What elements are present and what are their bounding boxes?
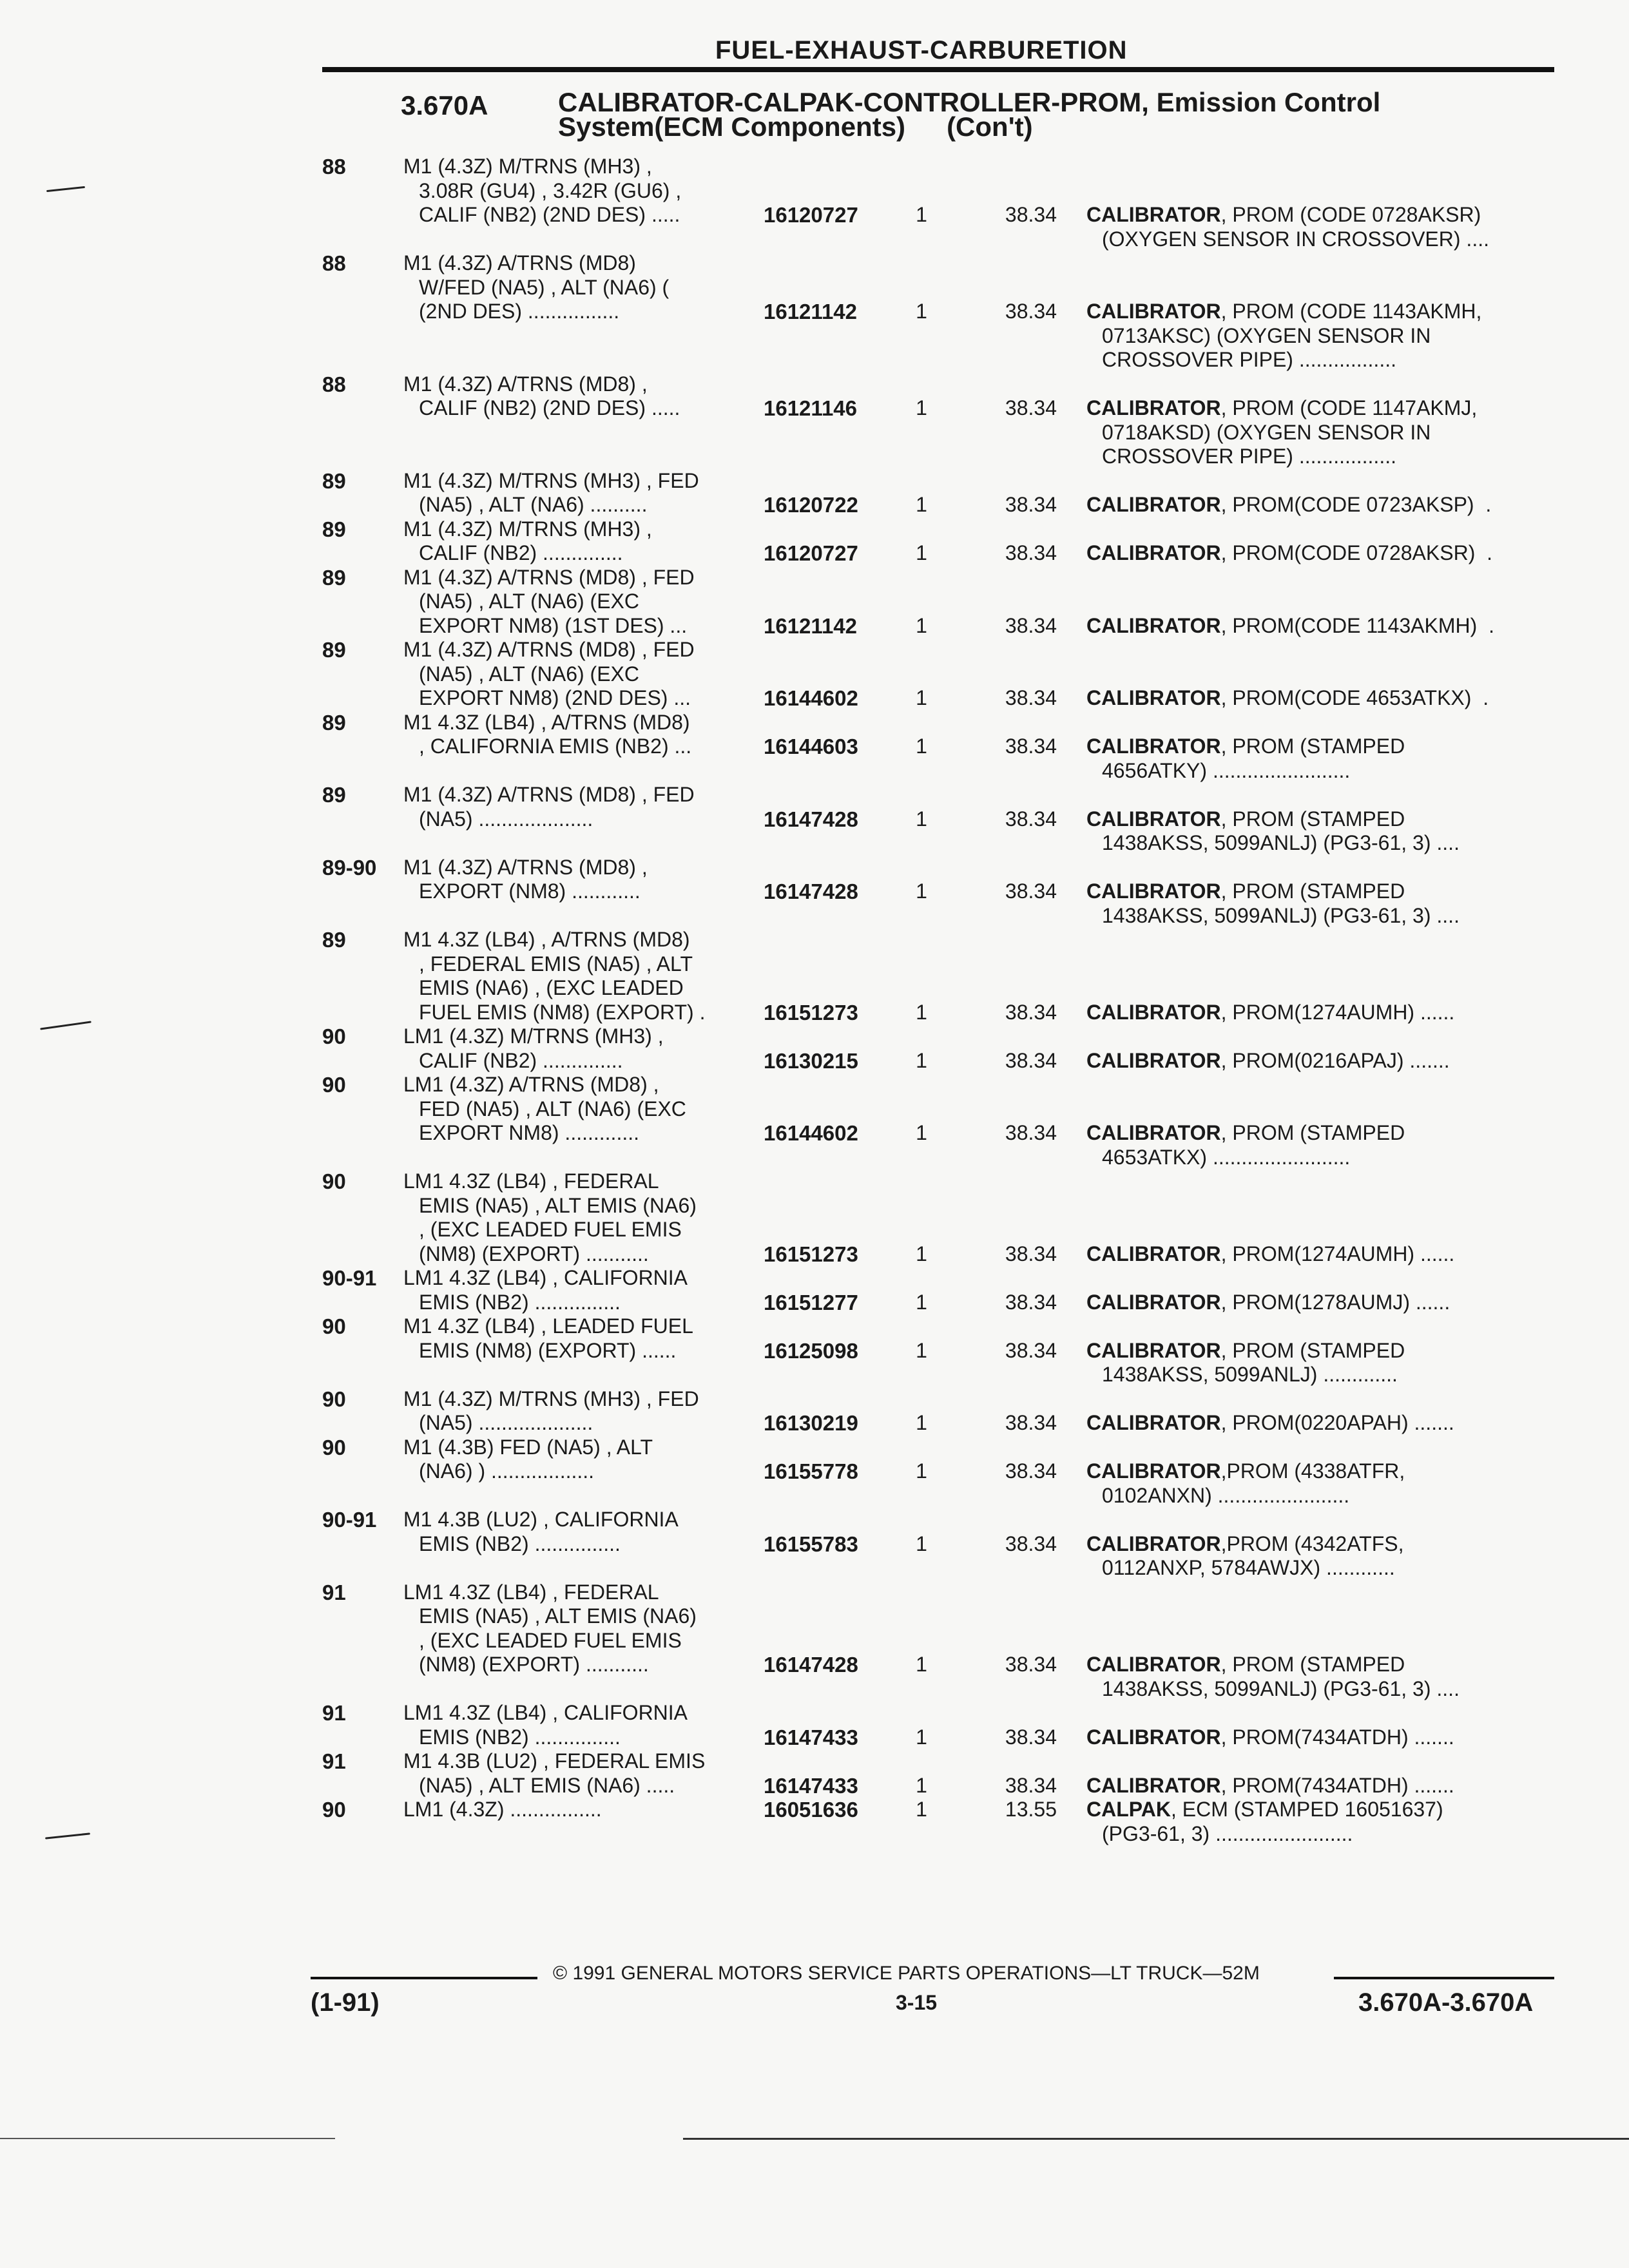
margin-mark bbox=[46, 186, 85, 192]
model-year: 90 bbox=[322, 1387, 346, 1411]
part-type: CALIBRATOR bbox=[1086, 1653, 1221, 1676]
part-type: CALIBRATOR bbox=[1086, 1532, 1221, 1555]
part-number: 16147428 bbox=[764, 879, 858, 903]
part-type: CALIBRATOR bbox=[1086, 1411, 1221, 1434]
part-type: CALIBRATOR bbox=[1086, 1725, 1221, 1749]
part-number: 16051636 bbox=[764, 1798, 858, 1821]
part-number: 16144602 bbox=[764, 1121, 858, 1145]
part-detail: , PROM(CODE 0723AKSP) . bbox=[1220, 493, 1492, 516]
description-line: EMIS (NA6) , (EXC LEADED bbox=[419, 976, 684, 999]
model-year: 89 bbox=[322, 565, 346, 590]
part-number: 16120727 bbox=[764, 541, 858, 565]
part-type: CALIBRATOR bbox=[1086, 686, 1221, 709]
part-name-line bbox=[1086, 1774, 1557, 1798]
part-type: CALIBRATOR bbox=[1086, 1000, 1221, 1024]
quantity: 1 bbox=[916, 396, 927, 419]
application-description bbox=[403, 1798, 764, 1822]
part-type: CALIBRATOR bbox=[1086, 1338, 1221, 1362]
part-detail: , PROM(CODE 0728AKSR) . bbox=[1220, 541, 1493, 564]
application-description bbox=[403, 1701, 764, 1749]
application-description bbox=[403, 1314, 764, 1363]
part-name bbox=[1086, 1459, 1557, 1508]
description-line: M1 4.3B (LU2) , FEDERAL EMIS bbox=[403, 1749, 706, 1773]
part-number: 16121142 bbox=[764, 613, 858, 638]
price: 38.34 bbox=[1005, 1000, 1057, 1024]
part-name bbox=[1086, 686, 1557, 711]
description-line: (NA5) , ALT (NA6) (EXC bbox=[419, 662, 639, 686]
quantity: 1 bbox=[916, 1048, 927, 1072]
price: 38.34 bbox=[1005, 1773, 1057, 1797]
model-year: 90 bbox=[322, 1798, 346, 1821]
part-number: 16120727 bbox=[764, 203, 858, 227]
part-name bbox=[1086, 1411, 1557, 1436]
part-name-line bbox=[1086, 614, 1557, 639]
description-line: LM1 (4.3Z) ................ bbox=[403, 1798, 602, 1821]
model-year: 90 bbox=[322, 1024, 346, 1048]
application-description bbox=[403, 155, 764, 227]
quantity: 1 bbox=[916, 203, 927, 226]
part-detail: , PROM (STAMPED bbox=[1220, 1338, 1405, 1362]
part-type: CALIBRATOR bbox=[1086, 879, 1221, 903]
footer-date: (1-91) bbox=[311, 1988, 380, 2017]
description-line: (NA5) , ALT (NA6) .......... bbox=[419, 493, 648, 516]
part-name-line: CROSSOVER PIPE) ................. bbox=[1102, 445, 1396, 468]
quantity: 1 bbox=[916, 1242, 927, 1265]
section-title-line2: System(ECM Components) bbox=[558, 111, 906, 142]
model-year: 90 bbox=[322, 1314, 346, 1338]
part-type: CALIBRATOR bbox=[1086, 396, 1221, 419]
header-rule bbox=[322, 67, 1554, 72]
part-type: CALIBRATOR bbox=[1086, 807, 1221, 831]
model-year: 91 bbox=[322, 1749, 346, 1773]
margin-mark bbox=[45, 1832, 90, 1839]
description-line: M1 4.3Z (LB4) , A/TRNS (MD8) bbox=[403, 710, 690, 734]
quantity: 1 bbox=[916, 1725, 927, 1749]
part-name-line: 1438AKSS, 5099ANLJ) (PG3-61, 3) .... bbox=[1102, 903, 1460, 927]
part-name-line: (PG3-61, 3) ........................ bbox=[1102, 1821, 1353, 1845]
page-header-title: FUEL-EXHAUST-CARBURETION bbox=[715, 36, 1128, 64]
part-detail: , PROM(7434ATDH) ....... bbox=[1220, 1725, 1454, 1749]
part-name bbox=[1086, 300, 1557, 372]
application-description bbox=[403, 1266, 764, 1314]
quantity: 1 bbox=[916, 1773, 927, 1797]
model-year: 89 bbox=[322, 783, 346, 807]
application-description bbox=[403, 711, 764, 759]
description-line: (NA6) ) .................. bbox=[419, 1459, 595, 1483]
part-number: 16155778 bbox=[764, 1459, 858, 1483]
part-name-line bbox=[1086, 1798, 1557, 1822]
part-number: 16130219 bbox=[764, 1411, 858, 1435]
description-line: LM1 4.3Z (LB4) , FEDERAL bbox=[403, 1169, 659, 1193]
price: 38.34 bbox=[1005, 1411, 1057, 1434]
part-name-line: 0713AKSC) (OXYGEN SENSOR IN bbox=[1102, 323, 1431, 347]
part-type: CALIBRATOR bbox=[1086, 735, 1221, 758]
description-line: EXPORT NM8) (1ST DES) ... bbox=[419, 613, 688, 637]
quantity: 1 bbox=[916, 686, 927, 709]
part-name-line bbox=[1086, 1049, 1557, 1073]
description-line: M1 (4.3Z) A/TRNS (MD8) , FED bbox=[403, 638, 695, 661]
part-number: 16155783 bbox=[764, 1532, 858, 1556]
footer-rule-right bbox=[1334, 1977, 1554, 1979]
price: 38.34 bbox=[1005, 879, 1057, 903]
part-name bbox=[1086, 1774, 1557, 1798]
part-detail: , PROM(1278AUMJ) ...... bbox=[1220, 1290, 1451, 1314]
application-description bbox=[403, 1436, 764, 1484]
footer-rule-left bbox=[311, 1977, 537, 1979]
part-name bbox=[1086, 541, 1557, 566]
part-name-line bbox=[1086, 1001, 1557, 1025]
price: 38.34 bbox=[1005, 807, 1057, 831]
section-cont: (Con't) bbox=[947, 111, 1033, 142]
description-line: M1 4.3Z (LB4) , A/TRNS (MD8) bbox=[403, 928, 690, 951]
price: 38.34 bbox=[1005, 1653, 1057, 1676]
part-name-line bbox=[1086, 1291, 1557, 1315]
quantity: 1 bbox=[916, 1798, 927, 1821]
description-line: FED (NA5) , ALT (NA6) (EXC bbox=[419, 1097, 686, 1120]
description-line: (NM8) (EXPORT) ........... bbox=[419, 1242, 649, 1265]
part-detail: , PROM(1274AUMH) ...... bbox=[1220, 1242, 1455, 1265]
part-type: CALIBRATOR bbox=[1086, 493, 1221, 516]
quantity: 1 bbox=[916, 1653, 927, 1676]
section-title-line1: CALIBRATOR-CALPAK-CONTROLLER-PROM, Emission Control bbox=[558, 87, 1381, 117]
margin-mark bbox=[40, 1021, 92, 1030]
part-name bbox=[1086, 1242, 1557, 1267]
part-number: 16147433 bbox=[764, 1725, 858, 1749]
price: 38.34 bbox=[1005, 203, 1057, 226]
part-detail: , PROM (CODE 1143AKMH, bbox=[1220, 300, 1482, 323]
part-name-line bbox=[1086, 396, 1557, 421]
description-line: M1 (4.3B) FED (NA5) , ALT bbox=[403, 1435, 653, 1459]
quantity: 1 bbox=[916, 735, 927, 758]
price: 38.34 bbox=[1005, 686, 1057, 709]
model-year: 88 bbox=[322, 251, 346, 275]
description-line: (NM8) (EXPORT) ........... bbox=[419, 1653, 649, 1676]
part-detail: , PROM (CODE 0728AKSR) bbox=[1220, 203, 1481, 226]
application-description bbox=[403, 1508, 764, 1556]
part-number: 16120722 bbox=[764, 493, 858, 517]
part-detail: , PROM(1274AUMH) ...... bbox=[1220, 1000, 1455, 1024]
application-description bbox=[403, 928, 764, 1024]
price: 38.34 bbox=[1005, 1290, 1057, 1314]
part-name-line: 0718AKSD) (OXYGEN SENSOR IN bbox=[1102, 420, 1431, 444]
application-description bbox=[403, 372, 764, 421]
part-detail: , PROM(0216APAJ) ....... bbox=[1220, 1048, 1450, 1072]
description-line: CALIF (NB2) .............. bbox=[419, 1048, 623, 1072]
description-line: CALIF (NB2) (2ND DES) ..... bbox=[419, 203, 680, 226]
application-description bbox=[403, 469, 764, 517]
description-line: , (EXC LEADED FUEL EMIS bbox=[419, 1218, 682, 1241]
part-name-line bbox=[1086, 493, 1557, 517]
application-description bbox=[403, 1024, 764, 1073]
part-name-line: 4656ATKY) ........................ bbox=[1102, 758, 1351, 782]
application-description bbox=[403, 1387, 764, 1436]
model-year: 89 bbox=[322, 928, 346, 952]
part-number: 16147433 bbox=[764, 1773, 858, 1798]
description-line: M1 (4.3Z) A/TRNS (MD8) , FED bbox=[403, 565, 695, 589]
description-line: EXPORT NM8) (2ND DES) ... bbox=[419, 686, 691, 709]
part-name bbox=[1086, 1532, 1557, 1581]
part-name-line bbox=[1086, 1532, 1557, 1557]
description-line: (2ND DES) ................ bbox=[419, 300, 620, 323]
description-line: EXPORT (NM8) ............ bbox=[419, 879, 641, 903]
quantity: 1 bbox=[916, 1459, 927, 1483]
model-year: 88 bbox=[322, 372, 346, 396]
description-line: M1 (4.3Z) A/TRNS (MD8) bbox=[403, 251, 636, 274]
part-number: 16125098 bbox=[764, 1338, 858, 1363]
part-name bbox=[1086, 203, 1557, 251]
description-line: W/FED (NA5) , ALT (NA6) ( bbox=[419, 275, 670, 299]
part-detail: , PROM (STAMPED bbox=[1220, 1653, 1405, 1676]
application-description bbox=[403, 638, 764, 711]
part-name-line bbox=[1086, 203, 1557, 227]
model-year: 89-90 bbox=[322, 855, 377, 879]
part-number: 16121142 bbox=[764, 300, 858, 323]
description-line: M1 (4.3Z) M/TRNS (MH3) , bbox=[403, 517, 652, 541]
part-number: 16151273 bbox=[764, 1242, 858, 1266]
description-line: M1 (4.3Z) A/TRNS (MD8) , bbox=[403, 855, 648, 879]
description-line: FUEL EMIS (NM8) (EXPORT) . bbox=[419, 1000, 706, 1024]
part-name-line bbox=[1086, 879, 1557, 904]
description-line: EMIS (NB2) ............... bbox=[419, 1290, 621, 1314]
part-detail: ,PROM (4342ATFS, bbox=[1220, 1532, 1404, 1555]
part-name-line: 0102ANXN) ....................... bbox=[1102, 1483, 1350, 1507]
model-year: 91 bbox=[322, 1701, 346, 1725]
part-number: 16130215 bbox=[764, 1048, 858, 1073]
description-line: (NA5) , ALT EMIS (NA6) ..... bbox=[419, 1773, 675, 1797]
part-name bbox=[1086, 807, 1557, 856]
price: 13.55 bbox=[1005, 1798, 1057, 1821]
quantity: 1 bbox=[916, 1532, 927, 1555]
description-line: (NA5) .................... bbox=[419, 1411, 593, 1434]
part-name-line: 1438AKSS, 5099ANLJ) ............. bbox=[1102, 1363, 1398, 1386]
part-detail: , PROM(CODE 1143AKMH) . bbox=[1220, 613, 1494, 637]
part-detail: ,PROM (4338ATFR, bbox=[1220, 1459, 1405, 1483]
part-type: CALIBRATOR bbox=[1086, 1773, 1221, 1797]
description-line: M1 (4.3Z) M/TRNS (MH3) , bbox=[403, 155, 652, 178]
footer-copyright: © 1991 GENERAL MOTORS SERVICE PARTS OPERATIONS—LT TRUCK—52M bbox=[553, 1963, 1260, 1984]
description-line: (NA5) , ALT (NA6) (EXC bbox=[419, 590, 639, 613]
price: 38.34 bbox=[1005, 396, 1057, 419]
part-name bbox=[1086, 879, 1557, 928]
part-type: CALIBRATOR bbox=[1086, 1242, 1221, 1265]
price: 38.34 bbox=[1005, 541, 1057, 564]
application-description bbox=[403, 566, 764, 639]
description-line: (NA5) .................... bbox=[419, 807, 593, 831]
part-name-line bbox=[1086, 1121, 1557, 1146]
model-year: 90 bbox=[322, 1073, 346, 1097]
description-line: , (EXC LEADED FUEL EMIS bbox=[419, 1628, 682, 1652]
quantity: 1 bbox=[916, 1290, 927, 1314]
model-year: 89 bbox=[322, 468, 346, 493]
part-name-line bbox=[1086, 1242, 1557, 1267]
part-type: CALIBRATOR bbox=[1086, 300, 1221, 323]
description-line: EMIS (NB2) ............... bbox=[419, 1725, 621, 1749]
application-description bbox=[403, 251, 764, 324]
description-line: M1 (4.3Z) A/TRNS (MD8) , bbox=[403, 372, 648, 396]
part-name bbox=[1086, 1121, 1557, 1169]
description-line: 3.08R (GU4) , 3.42R (GU6) , bbox=[419, 178, 682, 202]
part-type: CALIBRATOR bbox=[1086, 1048, 1221, 1072]
section-title bbox=[558, 87, 1525, 142]
part-number: 16147428 bbox=[764, 807, 858, 831]
part-name bbox=[1086, 735, 1557, 783]
quantity: 1 bbox=[916, 493, 927, 516]
part-name bbox=[1086, 1653, 1557, 1701]
part-name bbox=[1086, 1798, 1557, 1846]
footer-page-number: 3-15 bbox=[896, 1991, 938, 2014]
model-year: 90-91 bbox=[322, 1266, 377, 1290]
part-detail: , PROM (STAMPED bbox=[1220, 807, 1405, 831]
description-line: M1 (4.3Z) M/TRNS (MH3) , FED bbox=[403, 468, 699, 492]
price: 38.34 bbox=[1005, 1338, 1057, 1362]
part-type: CALIBRATOR bbox=[1086, 1290, 1221, 1314]
quantity: 1 bbox=[916, 1121, 927, 1144]
part-detail: , PROM (STAMPED bbox=[1220, 879, 1405, 903]
part-name-line: 1438AKSS, 5099ANLJ) (PG3-61, 3) .... bbox=[1102, 1677, 1460, 1700]
description-line: CALIF (NB2) .............. bbox=[419, 541, 623, 564]
model-year: 91 bbox=[322, 1580, 346, 1604]
part-name-line bbox=[1086, 1653, 1557, 1677]
part-number: 16121146 bbox=[764, 396, 858, 420]
part-name bbox=[1086, 396, 1557, 469]
price: 38.34 bbox=[1005, 613, 1057, 637]
price: 38.34 bbox=[1005, 1048, 1057, 1072]
part-type: CALIBRATOR bbox=[1086, 203, 1221, 226]
model-year: 89 bbox=[322, 517, 346, 541]
part-name-line bbox=[1086, 735, 1557, 759]
quantity: 1 bbox=[916, 1338, 927, 1362]
part-name bbox=[1086, 1001, 1557, 1025]
part-name-line: 4653ATKX) ........................ bbox=[1102, 1145, 1351, 1169]
description-line: LM1 (4.3Z) A/TRNS (MD8) , bbox=[403, 1073, 659, 1096]
price: 38.34 bbox=[1005, 1725, 1057, 1749]
price: 38.34 bbox=[1005, 1532, 1057, 1555]
quantity: 1 bbox=[916, 613, 927, 637]
part-number: 16144603 bbox=[764, 735, 858, 758]
model-year: 90 bbox=[322, 1435, 346, 1459]
part-type: CALPAK bbox=[1086, 1798, 1171, 1821]
part-name-line: 1438AKSS, 5099ANLJ) (PG3-61, 3) .... bbox=[1102, 831, 1460, 854]
price: 38.34 bbox=[1005, 735, 1057, 758]
part-number: 16147428 bbox=[764, 1653, 858, 1677]
description-line: M1 (4.3Z) A/TRNS (MD8) , FED bbox=[403, 783, 695, 806]
description-line: , CALIFORNIA EMIS (NB2) ... bbox=[419, 735, 692, 758]
description-line: M1 4.3Z (LB4) , LEADED FUEL bbox=[403, 1314, 693, 1338]
application-description bbox=[403, 783, 764, 831]
description-line: LM1 4.3Z (LB4) , CALIFORNIA bbox=[403, 1701, 688, 1724]
application-description bbox=[403, 856, 764, 904]
model-year: 89 bbox=[322, 710, 346, 735]
part-detail: , PROM (CODE 1147AKMJ, bbox=[1220, 396, 1478, 419]
part-detail: , PROM (STAMPED bbox=[1220, 735, 1405, 758]
part-name bbox=[1086, 493, 1557, 517]
price: 38.34 bbox=[1005, 493, 1057, 516]
quantity: 1 bbox=[916, 807, 927, 831]
description-line: EXPORT NM8) ............. bbox=[419, 1121, 639, 1144]
part-number: 16151273 bbox=[764, 1000, 858, 1024]
quantity: 1 bbox=[916, 541, 927, 564]
application-description bbox=[403, 1073, 764, 1146]
model-year: 89 bbox=[322, 638, 346, 662]
part-name bbox=[1086, 1725, 1557, 1750]
part-name-line bbox=[1086, 1459, 1557, 1484]
part-detail: , PROM (STAMPED bbox=[1220, 1121, 1405, 1144]
application-description bbox=[403, 1169, 764, 1266]
part-name-line bbox=[1086, 686, 1557, 711]
part-type: CALIBRATOR bbox=[1086, 541, 1221, 564]
part-name bbox=[1086, 1291, 1557, 1315]
footer-section-range: 3.670A-3.670A bbox=[1358, 1988, 1534, 2017]
part-name-line: CROSSOVER PIPE) ................. bbox=[1102, 348, 1396, 371]
part-type: CALIBRATOR bbox=[1086, 1459, 1221, 1483]
part-name-line bbox=[1086, 807, 1557, 832]
part-name bbox=[1086, 1339, 1557, 1387]
part-name bbox=[1086, 1049, 1557, 1073]
part-type: CALIBRATOR bbox=[1086, 1121, 1221, 1144]
description-line: M1 4.3B (LU2) , CALIFORNIA bbox=[403, 1508, 679, 1531]
part-detail: , PROM(7434ATDH) ....... bbox=[1220, 1773, 1454, 1797]
description-line: EMIS (NM8) (EXPORT) ...... bbox=[419, 1338, 677, 1362]
part-name-line bbox=[1086, 1725, 1557, 1750]
description-line: EMIS (NA5) , ALT EMIS (NA6) bbox=[419, 1193, 697, 1217]
price: 38.34 bbox=[1005, 1242, 1057, 1265]
model-year: 90 bbox=[322, 1169, 346, 1193]
quantity: 1 bbox=[916, 879, 927, 903]
description-line: LM1 4.3Z (LB4) , CALIFORNIA bbox=[403, 1266, 688, 1289]
part-detail: , PROM(CODE 4653ATKX) . bbox=[1220, 686, 1489, 709]
part-detail: , ECM (STAMPED 16051637) bbox=[1170, 1798, 1443, 1821]
quantity: 1 bbox=[916, 1000, 927, 1024]
description-line: CALIF (NB2) (2ND DES) ..... bbox=[419, 396, 680, 419]
quantity: 1 bbox=[916, 1411, 927, 1434]
section-number: 3.670A bbox=[401, 90, 488, 120]
part-name-line bbox=[1086, 1339, 1557, 1363]
part-detail: , PROM(0220APAH) ....... bbox=[1220, 1411, 1454, 1434]
description-line: M1 (4.3Z) M/TRNS (MH3) , FED bbox=[403, 1387, 699, 1410]
part-type: CALIBRATOR bbox=[1086, 613, 1221, 637]
application-description bbox=[403, 1749, 764, 1798]
price: 38.34 bbox=[1005, 300, 1057, 323]
quantity: 1 bbox=[916, 300, 927, 323]
model-year: 88 bbox=[322, 155, 346, 178]
description-line: EMIS (NA5) , ALT EMIS (NA6) bbox=[419, 1604, 697, 1628]
bottom-scan-line bbox=[0, 2138, 335, 2139]
description-line: LM1 4.3Z (LB4) , FEDERAL bbox=[403, 1580, 659, 1604]
bottom-scan-line bbox=[683, 2138, 1629, 2140]
description-line: EMIS (NB2) ............... bbox=[419, 1532, 621, 1555]
model-year: 90-91 bbox=[322, 1508, 377, 1532]
price: 38.34 bbox=[1005, 1459, 1057, 1483]
application-description bbox=[403, 517, 764, 566]
description-line: , FEDERAL EMIS (NA5) , ALT bbox=[419, 952, 693, 975]
part-number: 16144602 bbox=[764, 686, 858, 710]
price: 38.34 bbox=[1005, 1121, 1057, 1144]
part-name-line: 0112ANXP, 5784AWJX) ............ bbox=[1102, 1556, 1395, 1579]
part-name-line: (OXYGEN SENSOR IN CROSSOVER) .... bbox=[1102, 227, 1489, 251]
part-name-line bbox=[1086, 300, 1557, 324]
description-line: LM1 (4.3Z) M/TRNS (MH3) , bbox=[403, 1024, 664, 1048]
part-number: 16151277 bbox=[764, 1290, 858, 1314]
application-description bbox=[403, 1581, 764, 1677]
part-name bbox=[1086, 614, 1557, 639]
part-name-line bbox=[1086, 541, 1557, 566]
part-name-line bbox=[1086, 1411, 1557, 1436]
